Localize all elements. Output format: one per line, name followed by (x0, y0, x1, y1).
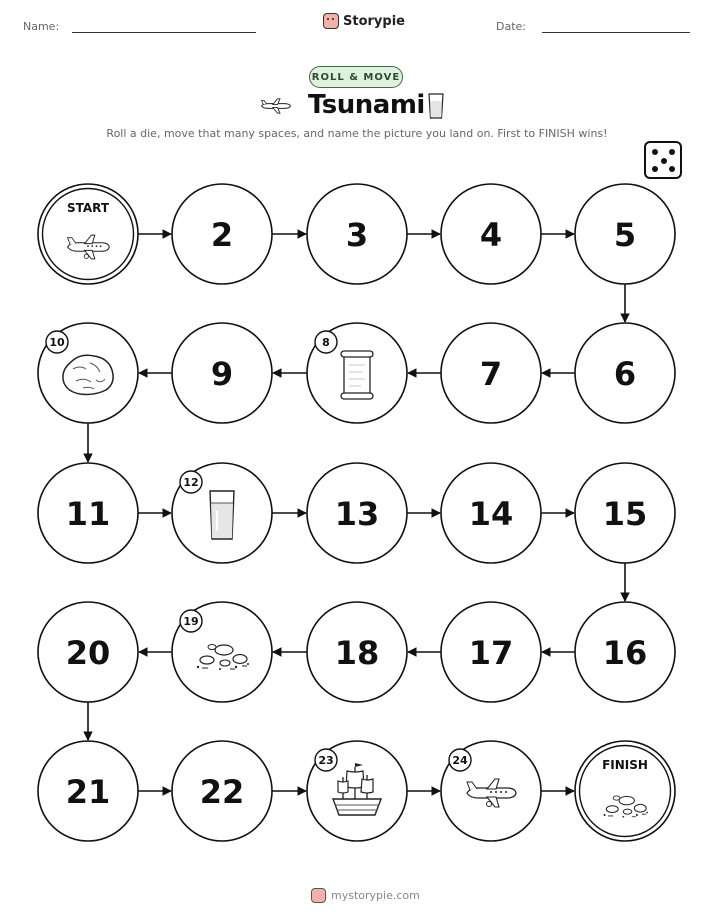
space-number: 12 (183, 476, 199, 489)
board-space (575, 323, 675, 423)
space-label: START (66, 201, 110, 215)
board-space (307, 741, 407, 841)
brand-name: Storypie (343, 13, 405, 29)
board-space (307, 463, 407, 563)
space-number: 13 (334, 495, 380, 533)
board-space (441, 323, 541, 423)
board-space (172, 463, 272, 563)
board-space (307, 323, 407, 423)
space-number: 15 (602, 495, 648, 533)
space-number: 10 (49, 336, 65, 349)
name-label: Name: (23, 20, 60, 33)
board-space (307, 184, 407, 284)
glass-of-water-icon (210, 491, 234, 539)
board-space (441, 602, 541, 702)
board-space (575, 602, 675, 702)
space-number: 6 (613, 355, 637, 393)
space-number: 22 (199, 773, 245, 811)
space-number: 8 (322, 336, 330, 349)
board-space (575, 741, 675, 841)
space-number: 3 (345, 216, 369, 254)
storypie-logo-icon (311, 888, 326, 903)
roll-and-move-badge: ROLL & MOVE (309, 66, 403, 88)
space-number: 11 (65, 495, 111, 533)
page-title: Tsunami (308, 90, 425, 120)
board-space (38, 602, 138, 702)
space-number: 19 (183, 615, 199, 628)
board-space (575, 463, 675, 563)
board-space (38, 463, 138, 563)
space-number: 17 (468, 634, 514, 672)
space-circle (38, 184, 138, 284)
board-space (38, 741, 138, 841)
board-space (307, 602, 407, 702)
footer (311, 888, 420, 903)
space-number: 16 (602, 634, 648, 672)
scroll-icon (341, 351, 373, 399)
board-space (38, 184, 138, 284)
footer-url: mystorypie.com (331, 889, 420, 902)
space-number: 21 (65, 773, 111, 811)
space-number: 7 (479, 355, 503, 393)
space-number: 23 (318, 754, 334, 767)
space-number: 20 (65, 634, 111, 672)
board-space (172, 602, 272, 702)
instructions: Roll a die, move that many spaces, and name the picture you land on. First to FINISH wins! (106, 127, 608, 140)
board-space (441, 184, 541, 284)
board-space (441, 741, 541, 841)
board-space (172, 184, 272, 284)
board-space (172, 323, 272, 423)
space-number: 4 (479, 216, 503, 254)
space-number: 2 (210, 216, 234, 254)
board-space (38, 323, 138, 423)
space-number: 24 (452, 754, 468, 767)
space-number: 18 (334, 634, 380, 672)
board-space (575, 184, 675, 284)
space-number: 5 (613, 216, 637, 254)
board-space (172, 741, 272, 841)
space-number: 14 (468, 495, 514, 533)
space-circle (575, 741, 675, 841)
space-number: 9 (210, 355, 234, 393)
space-label: FINISH (602, 758, 648, 772)
date-label: Date: (496, 20, 526, 33)
board-space (441, 463, 541, 563)
